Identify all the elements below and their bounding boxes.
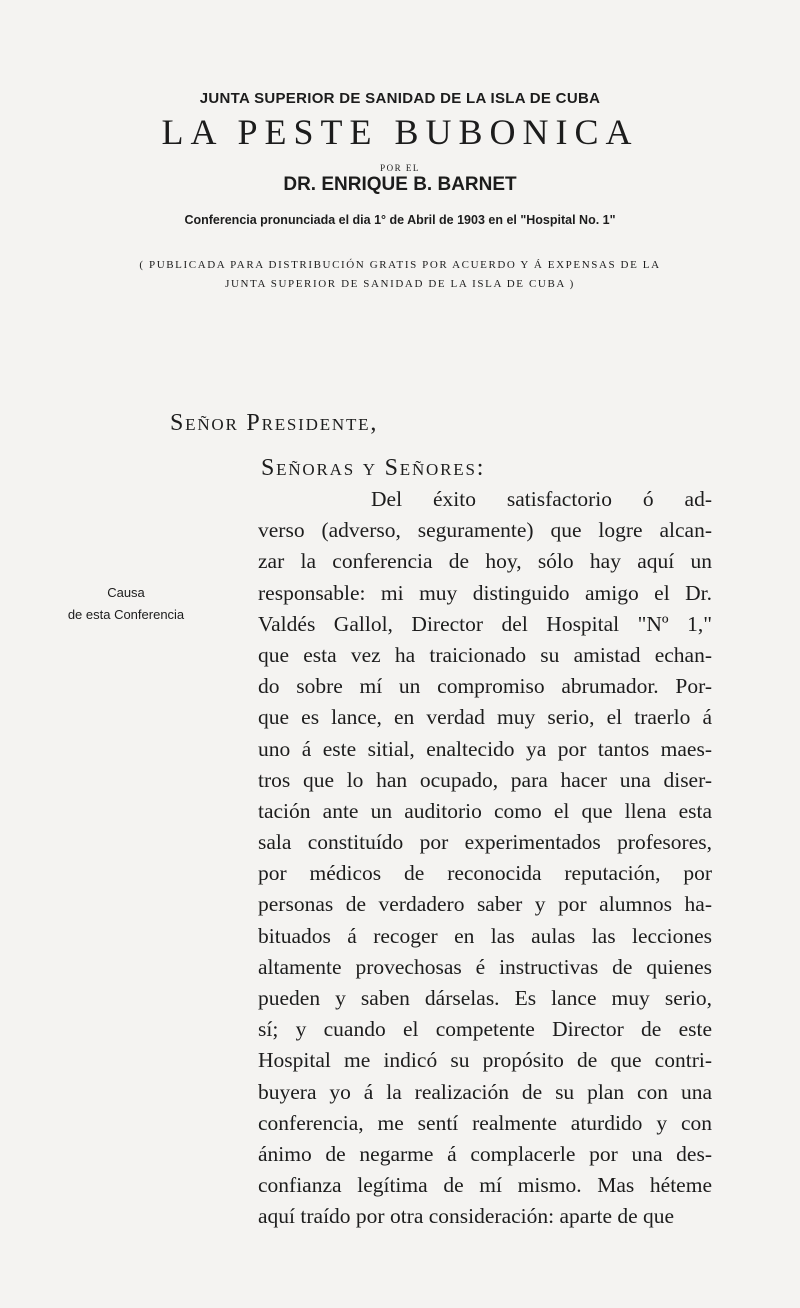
body-line: buyera yo á la realización de su plan con una: [258, 1079, 712, 1104]
body-line: pueden y saben dárselas. Es lance muy serio,: [258, 986, 712, 1010]
body-line: por médicos de reconocida reputación, por: [258, 861, 712, 886]
organization-header: JUNTA SUPERIOR DE SANIDAD DE LA ISLA DE CUBA: [199, 90, 601, 107]
body-line: personas de verdadero saber y por alumnos ha-: [258, 892, 712, 917]
body-line: verso (adverso, seguramente) que logre alcan-: [258, 518, 712, 543]
body-line: do sobre mí un compromiso abrumador. Por-: [258, 674, 712, 699]
margin-note-line-2: de esta Conferencia: [67, 607, 185, 622]
author-name: DR. ENRIQUE B. BARNET: [283, 174, 517, 195]
body-line: responsable: mi muy distinguido amigo el Dr.: [258, 580, 712, 605]
body-line: bituados á recoger en las aulas las lecciones: [258, 923, 712, 948]
body-line: Hospital me indicó su propósito de que contri-: [258, 1048, 712, 1073]
body-line: aquí traído por otra consideración: aparte de que: [258, 1204, 675, 1229]
body-line: ánimo de negarme á complacerle por una des-: [258, 1141, 712, 1166]
body-line: sí; y cuando el competente Director de este: [258, 1017, 712, 1042]
body-line: tros que lo han ocupado, para hacer una diser-: [258, 767, 712, 792]
body-line: que es lance, en verdad muy serio, el traerlo á: [258, 705, 712, 730]
body-line: altamente provechosas é instructivas de quienes: [258, 954, 712, 979]
margin-note: [60, 582, 192, 626]
by-line: POR EL: [380, 163, 420, 173]
body-line: conferencia, me sentí realmente aturdido y con: [258, 1110, 712, 1135]
body-line: tación ante un auditorio como el que llena esta: [258, 798, 712, 823]
salutation-line-1: Señor Presidente,: [170, 410, 379, 436]
body-line: confianza legítima de mí mismo. Mas héteme: [258, 1173, 712, 1198]
document-title: LA PESTE BUBONICA: [161, 112, 639, 152]
body-line: Del éxito satisfactorio ó ad-: [371, 487, 712, 511]
body-line: que esta vez ha traicionado su amistad echan-: [258, 642, 712, 667]
salutation-line-2: Señoras y Señores:: [261, 455, 486, 481]
body-line: uno á este sitial, enaltecido ya por tantos maes-: [258, 736, 712, 761]
publication-note-line-2: JUNTA SUPERIOR DE SANIDAD DE LA ISLA DE CUBA ): [225, 278, 575, 290]
margin-note-line-1: Causa: [107, 585, 145, 600]
conference-subtitle: Conferencia pronunciada el dia 1° de Abril de 1903 en el "Hospital No. 1": [184, 213, 616, 227]
body-line: sala constituído por experimentados profesores,: [258, 830, 712, 855]
body-line: Valdés Gallol, Director del Hospital "Nº 1,": [258, 611, 712, 636]
body-paragraph: [258, 484, 712, 1233]
body-line: zar la conferencia de hoy, sólo hay aquí un: [258, 549, 712, 574]
publication-note-line-1: ( PUBLICADA PARA DISTRIBUCIÓN GRATIS POR ACUERDO Y Á EXPENSAS DE LA: [139, 259, 661, 271]
